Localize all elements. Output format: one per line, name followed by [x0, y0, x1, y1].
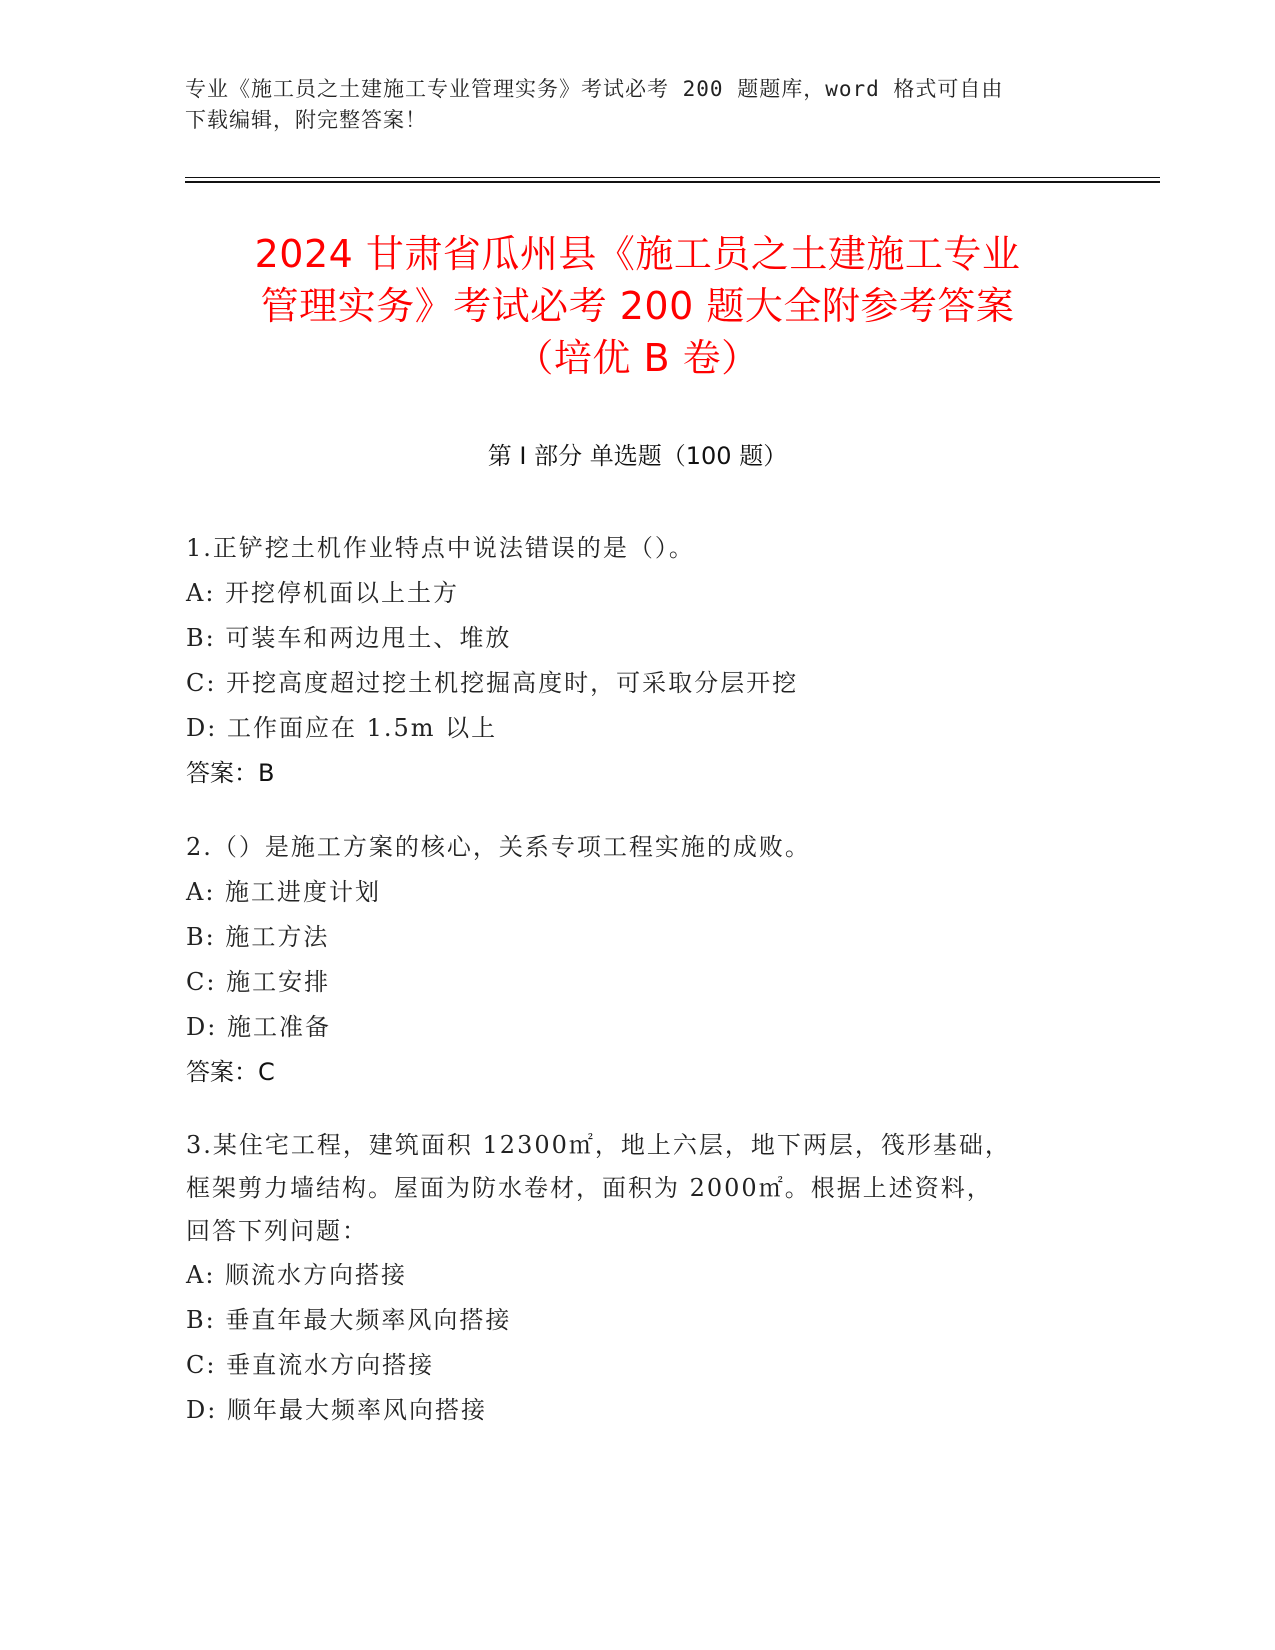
- title-line-2: 管理实务》考试必考 200 题大全附参考答案: [260, 284, 1015, 328]
- option-c: C: 施工安排: [186, 968, 331, 996]
- header-rule-thick: [185, 181, 1160, 183]
- header-note-line-2: 下载编辑，附完整答案！: [185, 108, 427, 132]
- title-line-3: （培优 B 卷）: [515, 336, 760, 380]
- option-a: A: 顺流水方向搭接: [186, 1261, 408, 1289]
- question-2: [186, 825, 1086, 1095]
- title-line-1: 2024 甘肃省瓜州县《施工员之土建施工专业: [254, 232, 1021, 276]
- option-d: D: 顺年最大频率风向搭接: [186, 1396, 487, 1424]
- option-c: C: 开挖高度超过挖土机挖掘高度时，可采取分层开挖: [186, 669, 799, 697]
- option-c: C: 垂直流水方向搭接: [186, 1351, 435, 1379]
- question-text: 1.正铲挖土机作业特点中说法错误的是（）。: [186, 534, 695, 562]
- section-heading: 第 I 部分 单选题（100 题）: [487, 442, 788, 470]
- question-text-line-2: 框架剪力墙结构。屋面为防水卷材，面积为 2000㎡。根据上述资料，: [186, 1174, 993, 1202]
- question-3: [186, 1124, 1086, 1433]
- question-text: 2.（）是施工方案的核心，关系专项工程实施的成败。: [186, 833, 811, 861]
- answer-label: 答案：B: [186, 759, 275, 787]
- option-b: B: 可装车和两边甩土、堆放: [186, 624, 512, 652]
- option-a: A: 开挖停机面以上土方: [186, 579, 460, 607]
- header-note: [185, 74, 1085, 136]
- question-text-line-1: 3.某住宅工程，建筑面积 12300㎡，地上六层，地下两层，筏形基础，: [186, 1131, 1011, 1159]
- option-b: B: 施工方法: [186, 923, 330, 951]
- option-a: A: 施工进度计划: [186, 878, 382, 906]
- answer-label: 答案：C: [186, 1058, 275, 1086]
- option-d: D: 工作面应在 1.5m 以上: [186, 714, 498, 742]
- header-note-line-1: 专业《施工员之土建施工专业管理实务》考试必考 200 题题库，word 格式可自由: [185, 77, 1004, 101]
- header-rule-thin: [185, 177, 1160, 178]
- option-b: B: 垂直年最大频率风向搭接: [186, 1306, 512, 1334]
- question-text-line-3: 回答下列问题：: [186, 1217, 368, 1245]
- option-d: D: 施工准备: [186, 1013, 331, 1041]
- question-1: [186, 526, 1086, 796]
- question-list: [186, 526, 1086, 1462]
- document-title: [150, 228, 1125, 384]
